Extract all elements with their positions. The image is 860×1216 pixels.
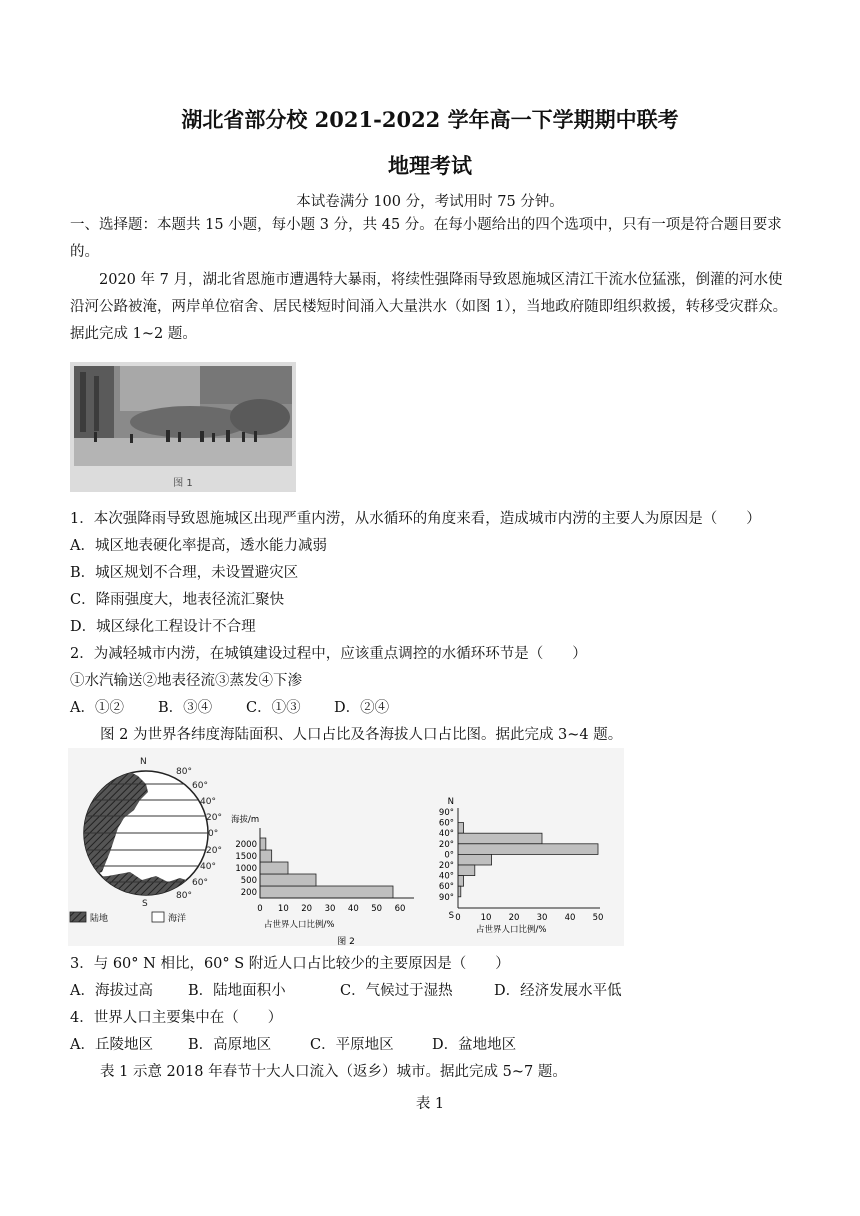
legend-ocean-swatch [152,912,164,922]
question-3-stem: 3．与 60° N 相比，60° S 附近人口占比较少的主要原因是（ ） [70,956,510,972]
globe-label-20s: 20° [206,846,222,856]
alt-xtick-60: 60 [394,904,406,914]
question-1-stem: 1．本次强降雨导致恩施城区出现严重内涝，从水循环的角度来看，造成城市内涝的主要人为原因是（ ） [70,511,761,527]
globe-label-20n: 20° [206,813,222,823]
globe-label-n: N [140,757,147,767]
question-3-option-b: B．陆地面积小 [188,983,286,999]
figure-2 [68,748,624,946]
question-4-stem: 4．世界人口主要集中在（ ） [70,1010,283,1026]
question-2-stem: 2．为减轻城市内涝，在城镇建设过程中，应该重点调控的水循环环节是（ ） [70,646,587,662]
passage-3: 表 1 示意 2018 年春节十大人口流入（返乡）城市。据此完成 5~7 题。 [100,1064,567,1080]
question-2-option-b: B．③④ [158,700,213,716]
lat-bar--20 [458,865,475,876]
table-1-caption: 表 1 [415,1096,445,1112]
alt-xtick-0: 0 [257,904,263,914]
alt-xtick-20: 20 [301,904,313,914]
lat-xtick-50: 50 [592,913,604,923]
question-1-option-b: B．城区规划不合理，未设置避灾区 [70,565,299,581]
globe-label-60n: 60° [192,781,208,791]
alt-xtick-40: 40 [347,904,359,914]
question-3-option-a: A．海拔过高 [70,983,153,999]
lat-axis-label-4: 20° [438,839,454,850]
question-2-option-d: D．②④ [334,700,390,716]
alt-tick-1500: 1500 [235,852,257,862]
passage-2: 图 2 为世界各纬度海陆面积、人口占比及各海拔人口占比图。据此完成 3~4 题。 [100,727,623,743]
alt-bar-200 [260,886,393,898]
question-4-option-b: B．高原地区 [188,1037,272,1053]
question-4-option-a: A．丘陵地区 [70,1037,153,1053]
lat-axis-label-3: 40° [438,829,454,840]
exam-subtitle: 地理考试 [388,153,472,178]
question-3-option-c: C．气候过于湿热 [340,983,453,999]
alt-tick-200: 200 [240,888,257,898]
floodwater [74,438,292,466]
lat-xtick-30: 30 [536,913,548,923]
question-1-option-c: C．降雨强度大，地表径流汇聚快 [70,592,285,608]
legend-land-label: 陆地 [90,914,109,924]
question-2-sub: ①水汽输送②地表径流③蒸发④下渗 [70,673,302,689]
lat-xlabel: 占世界人口比例/% [476,925,547,935]
exam-note: 本试卷满分 100 分，考试用时 75 分钟。 [296,194,564,210]
question-4-option-d: D．盆地地区 [432,1037,517,1053]
question-3-options [70,981,622,1001]
lat-axis-label-0: N [447,797,454,807]
figure-2-caption: 图 2 [337,937,355,946]
lat-axis-label-7: 40° [438,871,454,882]
lat-axis-label-10: S [448,911,454,921]
question-1-option-a: A．城区地表硬化率提高，透水能力减弱 [70,538,327,554]
lat-axis-label-9: 90° [438,892,454,903]
lat-bar-20 [458,844,598,855]
lat-axis-label-2: 60° [438,818,454,829]
question-1-option-d: D．城区绿化工程设计不合理 [70,619,256,635]
question-4-options [70,1035,516,1055]
alt-xlabel: 占世界人口比例/% [264,920,335,930]
question-2-options [70,698,389,718]
alt-tick-2000: 2000 [235,840,257,850]
alt-xtick-30: 30 [324,904,336,914]
globe-label-40s: 40° [200,862,216,872]
lat-axis-label-6: 20° [438,861,454,871]
globe-label-60s: 60° [192,878,208,888]
lat-xtick-0: 0 [455,913,461,923]
alt-ylabel: 海拔/m [231,815,260,825]
globe-label-80s: 80° [176,891,192,901]
lat-bar--40 [458,876,464,887]
legend-land-swatch [70,912,86,922]
alt-xtick-50: 50 [371,904,383,914]
alt-bar-1500 [260,850,272,862]
exam-title: 湖北省部分校 2021-2022 学年高一下学期期中联考 [181,107,679,132]
passage-1: 2020 年 7 月，湖北省恩施市遭遇特大暴雨，将续性强降雨导致恩施城区清江干流水位猛涨，倒灌的河水使沿河公路被淹，两岸单位宿舍、居民楼短时间涌入大量洪水（如图 1），当地政府随即组织救援，转移受灾群众。据此完成 1~2 题。 [70,272,788,342]
globe-label-s: S [142,899,148,909]
figure-1-flood-photo [70,362,296,492]
lat-xtick-10: 10 [480,913,492,923]
legend-ocean-label: 海洋 [168,914,187,924]
lat-axis-label-8: 60° [438,882,454,893]
lat-axis-label-1: 90° [438,808,454,818]
alt-bar-1000 [260,862,288,874]
globe-label-40n: 40° [200,797,216,807]
lat-xtick-40: 40 [564,913,576,923]
alt-tick-1000: 1000 [235,864,257,874]
question-2-option-c: C．①③ [246,700,301,716]
globe-label-0: 0° [208,829,219,839]
section-heading: 一、选择题：本题共 15 小题，每小题 3 分，共 45 分。在每小题给出的四个选项中，只有一项是符合题目要求的。 [70,217,782,260]
alt-xtick-10: 10 [277,904,289,914]
lat-bar-40 [458,833,542,844]
lat-bar-60 [458,823,464,834]
question-3-option-d: D．经济发展水平低 [494,983,622,999]
question-2-option-a: A．①② [70,700,124,716]
alt-tick-500: 500 [240,876,257,886]
alt-bar-500 [260,874,316,886]
globe-label-80n: 80° [176,767,192,777]
lat-xtick-20: 20 [508,913,520,923]
alt-bar-2000 [260,838,266,850]
question-4-option-c: C．平原地区 [310,1037,394,1053]
figure-1-caption: 图 1 [173,478,193,489]
lat-bar-0 [458,854,492,865]
lat-axis-label-5: 0° [444,850,454,861]
